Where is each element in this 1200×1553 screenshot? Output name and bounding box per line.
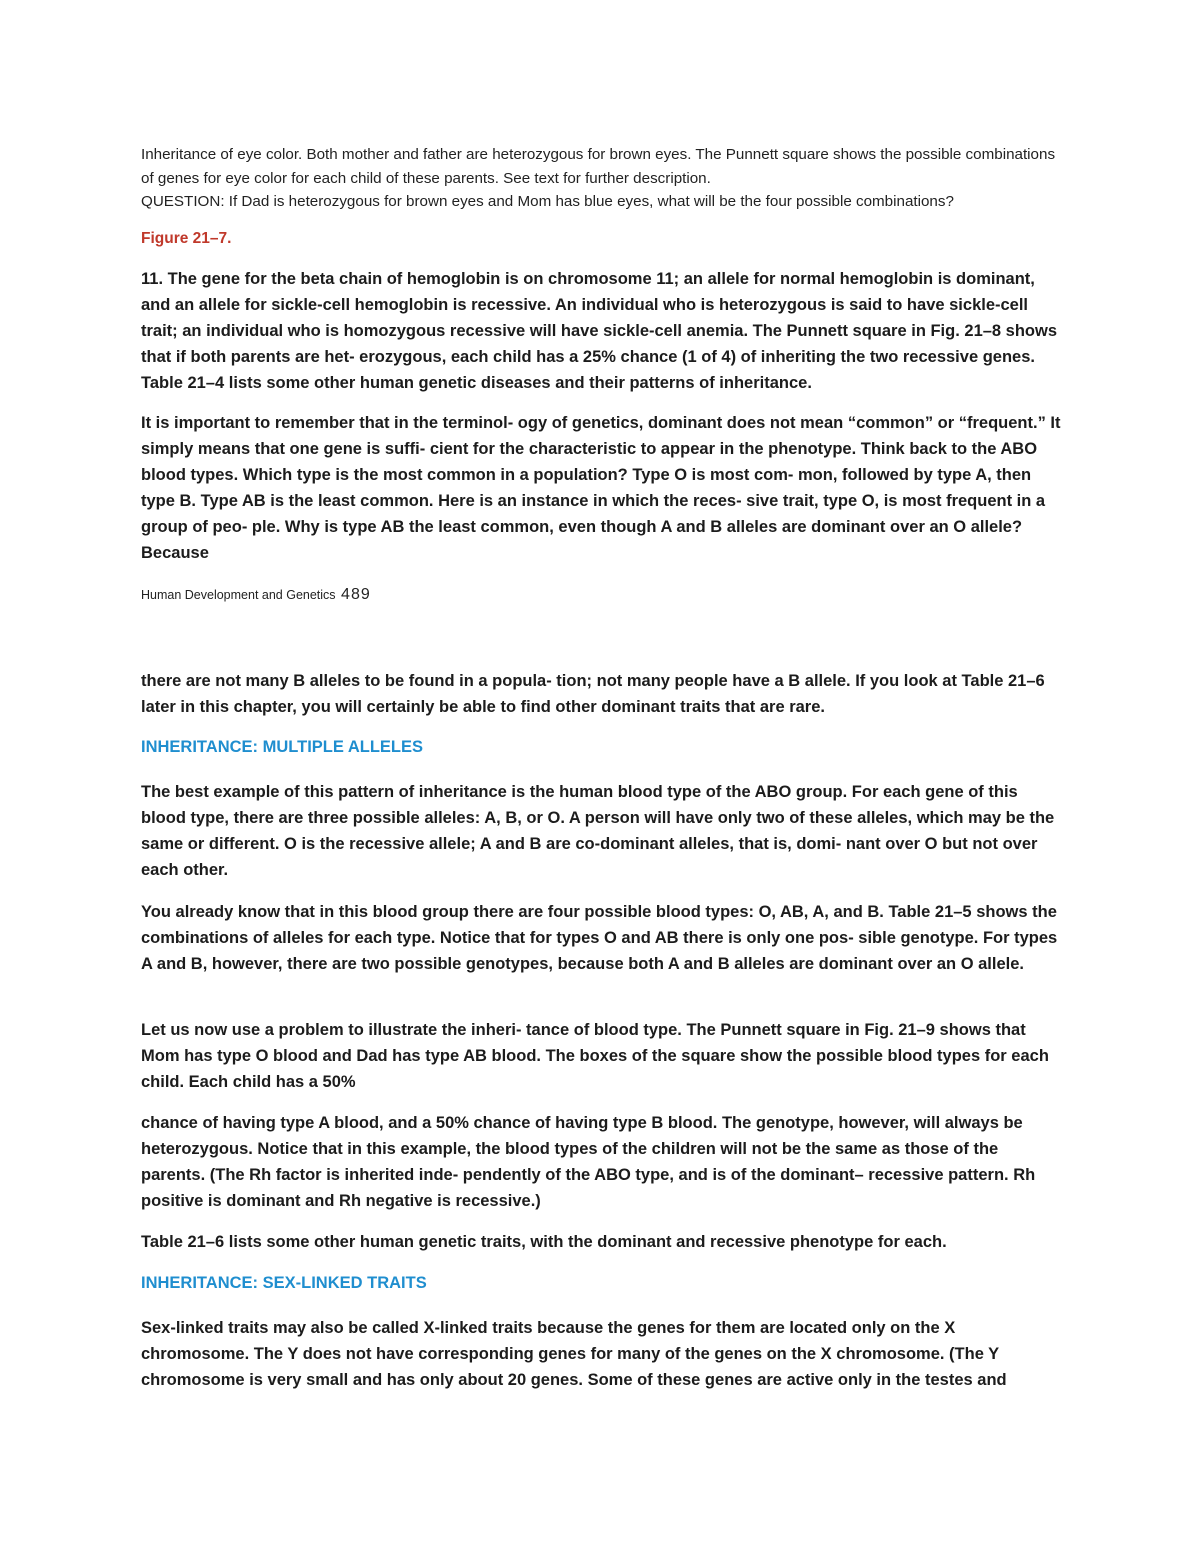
paragraph-hemoglobin: 11. The gene for the beta chain of hemoglobin is on chromosome 11; an allele for normal hemoglobin is dominant, and an allele for sickle-cell hemoglobin is recessive. An individual who is heterozygous is said to have sickle-cell trait; an individual who is homozygous recessive will have sickle-cell anemia. The Punnett square in Fig. 21–8 shows that if both parents are het- erozygous, each child has a 25% chance (1 of 4) of inheriting the two recessive genes. Table 21–4 lists some other human genetic diseases and their patterns of inheritance. xyxy=(141,270,1058,392)
paragraph-dominant-meaning: It is important to remember that in the terminol- ogy of genetics, dominant does not mean “common” or “frequent.” It simply means that one gene is suffi- cient for the characteristic to appear in the phenotype. Think back to the ABO blood types. Which type is the most common in a population? Type O is most com- mon, followed by type A, then type B. Type AB is the least common. Here is an instance in which the reces- sive trait, type O, is most frequent in a group of peo- ple. Why is type AB the least common, even though A and B alleles are dominant over an O allele? Because xyxy=(141,414,1061,562)
caption-question: QUESTION: If Dad is heterozygous for brown eyes and Mom has blue eyes, what will be the four possible combinations? xyxy=(141,193,954,210)
paragraph-table-traits: Table 21–6 lists some other human genetic traits, with the dominant and recessive phenotype for each. xyxy=(141,1233,947,1251)
heading-sex-linked: INHERITANCE: SEX-LINKED TRAITS xyxy=(141,1274,427,1292)
footer-title: Human Development and Genetics xyxy=(141,588,336,602)
paragraph-b-alleles: there are not many B alleles to be found in a popula- tion; not many people have a B allele. If you look at Table 21–6 later in this chapter, you will certainly be able to find other dominant traits that are rare. xyxy=(141,672,1045,716)
heading-multiple-alleles: INHERITANCE: MULTIPLE ALLELES xyxy=(141,738,424,756)
paragraph-abo-example: The best example of this pattern of inheritance is the human blood type of the ABO group. For each gene of this blood type, there are three possible alleles: A, B, or O. A person will have only two of these alleles, which may be the same or different. O is the recessive allele; A and B are co-dominant alleles, that is, domi- nant over O but not over each other. xyxy=(141,783,1055,879)
paragraph-blood-types: You already know that in this blood group there are four possible blood types: O, AB, A, and B. Table 21–5 shows the combinations of alleles for each type. Notice that for types O and AB there is only one pos- sible genotype. For types A and B, however, there are two possible genotypes, because both A and B alleles are dominant over an O allele. xyxy=(141,903,1058,973)
page-number: 489 xyxy=(341,586,371,603)
figure-caption xyxy=(141,143,1066,214)
paragraph-sex-linked: Sex-linked traits may also be called X-linked traits because the genes for them are located only on the X chromosome. The Y does not have corresponding genes for many of the genes on the X chromosome. (The Y chromosome is very small and has only about 20 genes. Some of these genes are active only in the testes and xyxy=(141,1319,1007,1389)
page-footer xyxy=(141,586,1066,604)
caption-text: Inheritance of eye color. Both mother and father are heterozygous for brown eyes. The Punnett square shows the possible combinations of genes for eye color for each child of these parents. See text for further description. xyxy=(141,146,1056,187)
paragraph-chance: chance of having type A blood, and a 50% chance of having type B blood. The genotype, however, will always be heterozygous. Notice that in this example, the blood types of the children will not be the same as those of the parents. (The Rh factor is inherited inde- pendently of the ABO type, and is of the dominant– recessive pattern. Rh positive is dominant and Rh negative is recessive.) xyxy=(141,1114,1036,1210)
paragraph-problem: Let us now use a problem to illustrate the inheri- tance of blood type. The Punnett square in Fig. 21–9 shows that Mom has type O blood and Dad has type AB blood. The boxes of the square show the possible blood types for each child. Each child has a 50% xyxy=(141,1021,1049,1091)
figure-label: Figure 21–7. xyxy=(141,230,232,247)
